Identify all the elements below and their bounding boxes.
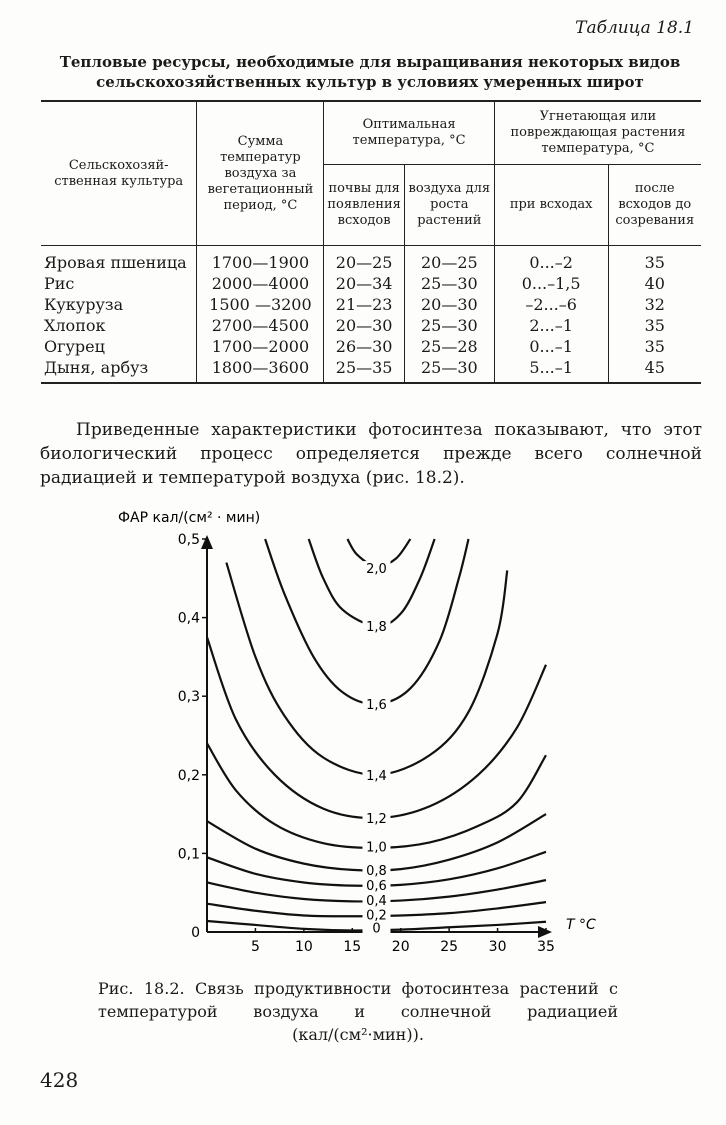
contour-line (309, 539, 435, 626)
cell-crop: Яровая пшеница (41, 246, 197, 274)
contour-label: 1,2 (366, 812, 387, 828)
x-tick-label: 10 (294, 939, 313, 955)
contour-label: 1,4 (366, 768, 387, 784)
x-axis-label: T °С (566, 917, 596, 933)
cell-crop: Огурец (41, 336, 197, 357)
body-paragraph: Приведенные характеристики фотосинтеза показывают, что этот биологический процесс определяется прежде всего солнечной радиацией и температурой воздуха (рис. 18.2). (40, 420, 702, 488)
cell-soil: 20—34 (324, 273, 405, 294)
contour-label: 1,0 (366, 840, 387, 856)
table-row (41, 357, 701, 383)
contour-label: 0,4 (366, 893, 387, 909)
cell-after-sprouts: 45 (608, 357, 701, 383)
page-number: 428 (40, 1068, 79, 1092)
cell-soil: 21—23 (324, 294, 405, 315)
cell-after-sprouts: 32 (608, 294, 701, 315)
y-tick-label: 0,3 (177, 689, 200, 706)
cell-temp-sum: 2700—4500 (197, 315, 324, 336)
cell-soil: 25—35 (324, 357, 405, 383)
table-row (41, 273, 701, 294)
cell-crop: Кукуруза (41, 294, 197, 315)
contour-label: 1,8 (366, 620, 387, 636)
cell-temp-sum: 1800—3600 (197, 357, 324, 383)
header-damaging: Угнетающая или повреждающая растения температура, °С (494, 101, 701, 165)
contour-label: 0 (372, 921, 381, 937)
cell-crop: Рис (41, 273, 197, 294)
thermal-resources-table (41, 100, 701, 384)
header-optimal: Оптимальная температура, °С (324, 101, 494, 165)
y-tick-label: 0,4 (177, 610, 200, 627)
cell-air: 25—28 (404, 336, 494, 357)
x-tick-label: 30 (488, 939, 507, 955)
x-tick-label: 35 (537, 939, 555, 955)
cell-air: 20—30 (404, 294, 494, 315)
table-row (41, 336, 701, 357)
cell-at-sprouts: 2...–1 (494, 315, 608, 336)
cell-temp-sum: 1700—2000 (197, 336, 324, 357)
cell-at-sprouts: 0...–1,5 (494, 273, 608, 294)
table-row (41, 315, 701, 336)
table-row (41, 294, 701, 315)
contour-label: 0,2 (366, 908, 387, 924)
table-label: Таблица 18.1 (575, 18, 694, 38)
x-tick-label: 15 (343, 939, 362, 955)
contour-label: 0,8 (366, 863, 387, 879)
cell-soil: 20—30 (324, 315, 405, 336)
header-after-sprouts: после всходов до созревания (608, 165, 701, 246)
cell-temp-sum: 1500 —3200 (197, 294, 324, 315)
x-tick-label: 20 (391, 939, 410, 955)
cell-air: 25—30 (404, 315, 494, 336)
cell-temp-sum: 2000—4000 (197, 273, 324, 294)
table-row (41, 246, 701, 274)
y-tick-label: 0,2 (177, 767, 200, 784)
cell-after-sprouts: 35 (608, 315, 701, 336)
contour-label: 1,6 (366, 698, 387, 714)
cell-after-sprouts: 35 (608, 246, 701, 274)
cell-crop: Дыня, арбуз (41, 357, 197, 383)
header-air: воздуха для роста растений (404, 165, 494, 246)
header-soil: почвы для появления всходов (324, 165, 405, 246)
header-temp-sum: Сумма температур воздуха за вегетационный период, °С (197, 101, 324, 246)
cell-after-sprouts: 35 (608, 336, 701, 357)
cell-at-sprouts: –2...–6 (494, 294, 608, 315)
cell-air: 20—25 (404, 246, 494, 274)
header-at-sprouts: при всходах (494, 165, 608, 246)
x-tick-label: 5 (250, 939, 260, 955)
cell-after-sprouts: 40 (608, 273, 701, 294)
contour-line (226, 563, 507, 775)
y-axis-label: ФАР кал/(см² · мин) (118, 510, 261, 526)
y-tick-label: 0,5 (177, 532, 200, 548)
cell-at-sprouts: 0...–2 (494, 246, 608, 274)
x-tick-label: 25 (440, 939, 459, 955)
contour-label: 0,6 (366, 878, 387, 894)
cell-at-sprouts: 5...–1 (494, 357, 608, 383)
photosynthesis-contour-chart (0, 495, 726, 965)
cell-soil: 20—25 (324, 246, 405, 274)
contour-label: 2,0 (366, 562, 387, 578)
cell-crop: Хлопок (41, 315, 197, 336)
cell-air: 25—30 (404, 273, 494, 294)
cell-soil: 26—30 (324, 336, 405, 357)
y-tick-label: 0 (191, 925, 200, 941)
cell-air: 25—30 (404, 357, 494, 383)
header-crop: Сельскохозяй-ственная культура (41, 101, 197, 246)
y-tick-label: 0,1 (177, 846, 200, 863)
cell-temp-sum: 1700—1900 (197, 246, 324, 274)
figure-caption: Рис. 18.2. Связь продуктивности фотосинтеза растений с температурой воздуха и солнечной радиацией (кал/(см²·мин)). (98, 979, 618, 1044)
cell-at-sprouts: 0...–1 (494, 336, 608, 357)
table-title: Тепловые ресурсы, необходимые для выращивания некоторых видов сельскохозяйственных культур в условиях умеренных широт (59, 53, 681, 91)
